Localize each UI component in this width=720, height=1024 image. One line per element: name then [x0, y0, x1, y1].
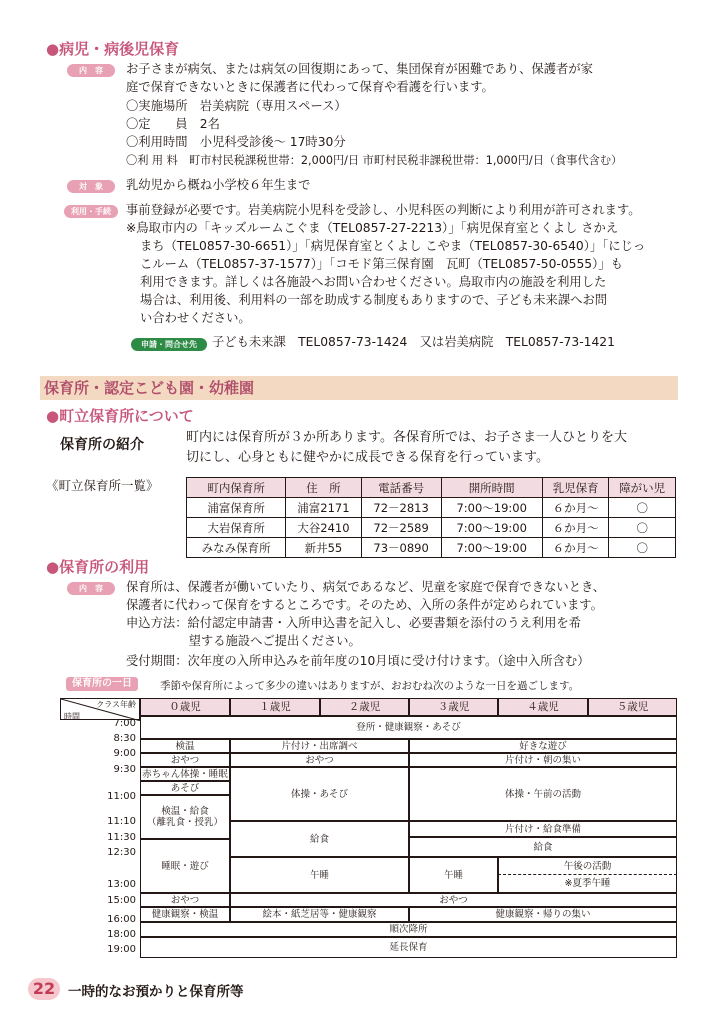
schedule-cell: 午睡 [230, 857, 409, 893]
table-cell: ６か月～ [542, 498, 609, 518]
schedule-cell: 給食 [409, 837, 677, 857]
usage-line-5: 利用できます。詳しくは各施設へお問い合わせください。鳥取市内の施設を利用した [140, 275, 607, 289]
table-cell: 72－2589 [361, 518, 441, 538]
time-label: 7:00 [113, 718, 136, 729]
table-cell: 7:00～19:00 [441, 518, 542, 538]
schedule-cell: 午睡 [409, 857, 498, 893]
contact-info: 子ども未来課 TEL0857-73-1424 又は岩美病院 TEL0857-73-1421 [212, 335, 615, 349]
corner-bottom-label: 時間 [64, 712, 80, 721]
tag-content: 内 容 [67, 582, 115, 595]
table-cell: 〇 [609, 538, 676, 558]
schedule-cell: 体操・午前の活動 [409, 767, 677, 821]
schedule-cell: 健康観察・帰りの集い [409, 907, 677, 922]
sick-care-hours: 〇利用時間 小児科受診後～ 17時30分 [126, 135, 346, 149]
schedule-cell: 好きな遊び [409, 739, 677, 753]
time-label: 16:00 [107, 914, 136, 925]
schedule-cell: おやつ [140, 893, 230, 907]
page-number: 22 [28, 978, 60, 1000]
schedule-cell: 健康観察・検温 [140, 907, 230, 922]
daily-schedule [60, 698, 677, 960]
table-cell: 新井55 [286, 538, 361, 558]
time-label: 19:00 [107, 944, 136, 955]
tag-usage: 利用・手続 [64, 205, 118, 218]
intro-line-2: 切にし、心身ともに健やかに成長できる保育を行っています。 [186, 450, 549, 465]
schedule-cell: ※夏季午睡 [498, 875, 677, 893]
col-header: 乳児保育 [542, 478, 609, 498]
table-row [187, 498, 676, 518]
usage-line-3: まち（TEL0857-30-6651）」「病児保育室とくよし こやま（TEL0857-30-6540）」「にじっ [140, 239, 646, 253]
use-line-4: 望する施設へご提出ください。 [164, 634, 361, 648]
table-row [187, 518, 676, 538]
schedule-cell: 片付け・朝の集い [409, 753, 677, 767]
time-label: 8:30 [113, 733, 136, 744]
schedule-cell: 体操・あそび [230, 767, 409, 821]
usage-line-4: こルーム（TEL0857-37-1577）」「コモド第三保育園 瓦町（TEL0857-50-0555）」も [140, 257, 623, 271]
section-title-nursery-use: ●保育所の利用 [46, 558, 150, 576]
age-header: ３歳児 [409, 698, 498, 716]
time-label: 9:00 [113, 748, 136, 759]
table-cell: 〇 [609, 498, 676, 518]
use-line-3: 申込方法：給付認定申請書・入所申込書を記入し、必要書類を添付のうえ利用を希 [126, 616, 581, 630]
table-cell: みなみ保育所 [187, 538, 286, 558]
table-cell: 大谷2410 [286, 518, 361, 538]
corner-top-label: クラス年齢 [96, 700, 136, 709]
sick-care-content-line-1: お子さまが病気、または病気の回復期にあって、集団保育が困難であり、保護者が家 [126, 62, 593, 76]
schedule-text: 検温・給食 [161, 806, 209, 817]
age-header: １歳児 [230, 698, 320, 716]
use-line-2: 保護者に代わって保育をするところです。そのため、入所の条件が定められています。 [126, 598, 603, 612]
age-header: ０歳児 [140, 698, 230, 716]
schedule-cell: 順次降所 [140, 922, 677, 937]
table-cell: ６か月～ [542, 538, 609, 558]
table-cell: 浦富2171 [286, 498, 361, 518]
time-label: 11:00 [107, 791, 136, 802]
col-header: 開所時間 [441, 478, 542, 498]
intro-label: 保育所の紹介 [60, 437, 144, 453]
time-label: 18:00 [107, 929, 136, 940]
sick-care-target: 乳幼児から概ね小学校６年生まで [126, 178, 311, 192]
schedule-cell: 検温 [140, 739, 230, 753]
use-line-5: 受付期間：次年度の入所申込みを前年度の10月頃に受け付けます。（途中入所含む） [126, 654, 590, 668]
table-cell: 7:00～19:00 [441, 498, 542, 518]
usage-line-6: 場合は、利用後、利用料の一部を助成する制度もありますので、子ども未来課へお問 [140, 293, 608, 307]
table-cell: 73－0890 [361, 538, 441, 558]
schedule-cell: 絵本・紙芝居等・健康観察 [230, 907, 409, 922]
time-label: 11:30 [107, 832, 136, 843]
sick-care-location: 〇実施場所 岩美病院（専用スペース） [126, 99, 347, 113]
table-header-row [187, 478, 676, 498]
schedule-cell: おやつ [230, 893, 677, 907]
table-cell: 浦富保育所 [187, 498, 286, 518]
schedule-cell: おやつ [140, 753, 230, 767]
tag-target: 対 象 [67, 180, 115, 193]
nursery-table [186, 477, 676, 558]
time-label: 11:10 [107, 816, 136, 827]
col-header: 電話番号 [361, 478, 441, 498]
schedule-cell: 赤ちゃん体操・睡眠 [140, 767, 230, 781]
table-cell: 大岩保育所 [187, 518, 286, 538]
footer-title: 一時的なお預かりと保育所等 [68, 984, 244, 1000]
schedule-cell: 延長保育 [140, 937, 677, 958]
schedule-text: （離乳食・授乳） [146, 817, 223, 828]
tag-content: 内 容 [67, 64, 115, 77]
time-label: 12:30 [107, 847, 136, 858]
time-label: 15:00 [107, 895, 136, 906]
table-row [187, 538, 676, 558]
schedule-cell: 給食 [230, 821, 409, 857]
schedule-cell-lunch [140, 795, 230, 839]
schedule-cell: 睡眠・遊び [140, 839, 230, 893]
time-label: 9:30 [113, 764, 136, 775]
schedule-cell: 午後の活動 [498, 857, 677, 875]
table-cell: ６か月～ [542, 518, 609, 538]
day-tag: 保育所の一日 [66, 677, 138, 691]
schedule-cell: 片付け・給食準備 [409, 821, 677, 837]
col-header: 町内保育所 [187, 478, 286, 498]
table-cell: 7:00～19:00 [441, 538, 542, 558]
schedule-cell: あそび [140, 781, 230, 795]
usage-line-7: い合わせください。 [140, 311, 251, 325]
schedule-cell: 登所・健康観察・あそび [140, 716, 677, 739]
section-title-sick-child-care: ●病児・病後児保育 [46, 40, 180, 58]
sick-care-fee: 〇利 用 料 町市村民税課税世帯：2,000円/日 市町村民税非課税世帯：1,000円/日（食事代含む） [126, 154, 623, 167]
schedule-cell: 片付け・出席調べ [230, 739, 409, 753]
age-header: ４歳児 [498, 698, 588, 716]
table-cell: 〇 [609, 518, 676, 538]
corner-cell [60, 698, 140, 720]
age-header: ２歳児 [320, 698, 409, 716]
age-header: ５歳児 [588, 698, 677, 716]
col-header: 住 所 [286, 478, 361, 498]
sick-care-content-line-2: 庭で保育できないときに保護者に代わって保育や看護を行います。 [126, 80, 494, 94]
sick-care-capacity: 〇定 員 2名 [126, 117, 220, 131]
usage-line-1: 事前登録が必要です。岩美病院小児科を受診し、小児科医の判断により利用が許可されます。 [126, 203, 641, 217]
intro-line-1: 町内には保育所が３か所あります。各保育所では、お子さま一人ひとりを大 [186, 430, 627, 445]
day-note: 季節や保育所によって多少の違いはありますが、おおむね次のような一日を過ごします。 [160, 680, 580, 692]
table-cell: 72－2813 [361, 498, 441, 518]
use-line-1: 保育所は、保護者が働いていたり、病気であるなど、児童を家庭で保育できないとき、 [126, 580, 606, 594]
schedule-cell: おやつ [230, 753, 409, 767]
section-title-town-nursery: ●町立保育所について [46, 407, 194, 425]
tag-contact: 申請・問合せ先 [131, 338, 207, 351]
time-label: 13:00 [107, 879, 136, 890]
section-band-title: 保育所・認定こども園・幼稚園 [40, 376, 678, 400]
usage-line-2: ※鳥取市内の「キッズルームこぐま（TEL0857-27-2213）」「病児保育室とくよし さかえ [126, 221, 619, 235]
nursery-list-label: 《町立保育所一覧》 [46, 478, 159, 493]
col-header: 障がい児 [609, 478, 676, 498]
